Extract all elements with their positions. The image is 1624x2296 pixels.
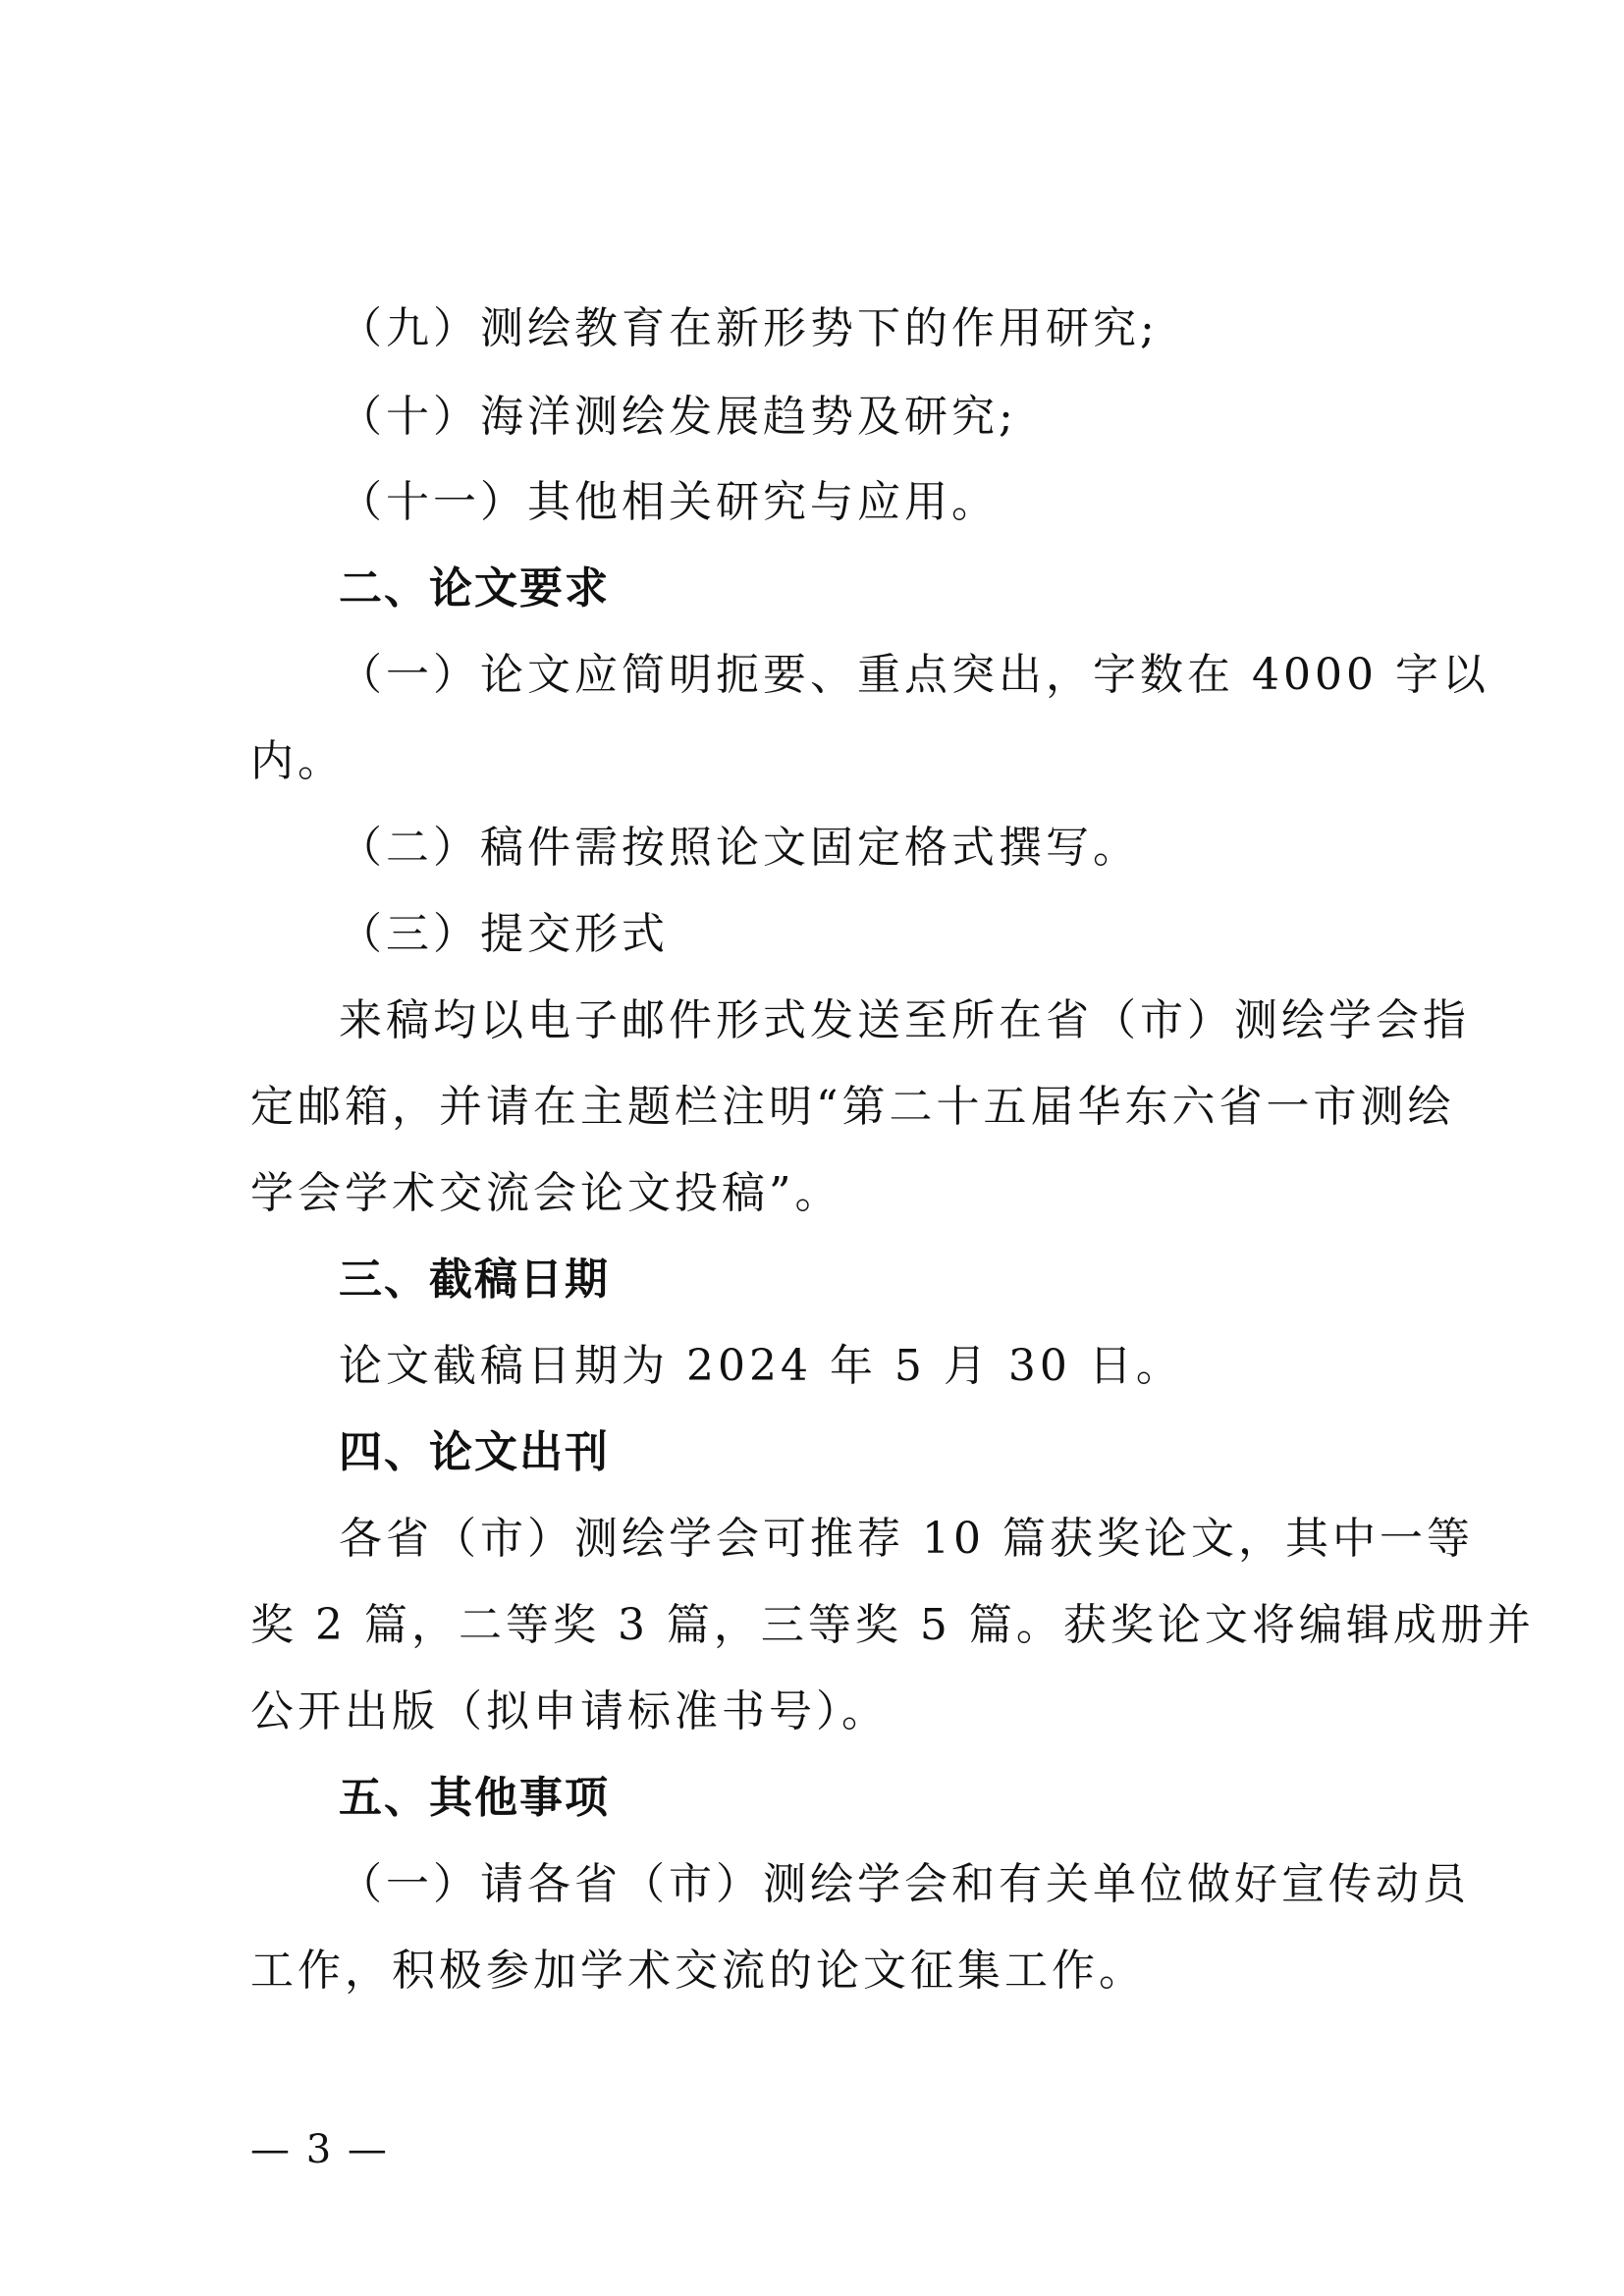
- topic-item-eleven: （十一）其他相关研究与应用。: [339, 477, 999, 527]
- section-heading-requirements: 二、论文要求: [339, 563, 610, 614]
- submission-line3: 学会学术交流会论文投稿”。: [250, 1168, 842, 1218]
- deadline-text: 论文截稿日期为 2024 年 5 月 30 日。: [339, 1341, 1183, 1391]
- topic-item-nine: （九）测绘教育在新形势下的作用研究;: [339, 303, 1159, 353]
- requirement-one-line2: 内。: [250, 736, 345, 786]
- publication-line2: 奖 2 篇，二等奖 3 篇，三等奖 5 篇。获奖论文将编辑成册并: [250, 1600, 1535, 1650]
- other-matters-line1: （一）请各省（市）测绘学会和有关单位做好宣传动员: [339, 1859, 1470, 1909]
- publication-line3: 公开出版（拟申请标准书号）。: [250, 1686, 889, 1736]
- publication-line1: 各省（市）测绘学会可推荐 10 篇获奖论文，其中一等: [339, 1514, 1474, 1564]
- requirement-one-line1: （一）论文应简明扼要、重点突出，字数在 4000 字以: [339, 650, 1489, 700]
- requirement-three-title: （三）提交形式: [339, 909, 669, 959]
- submission-line1: 来稿均以电子邮件形式发送至所在省（市）测绘学会指: [339, 995, 1470, 1045]
- section-heading-deadline: 三、截稿日期: [339, 1255, 610, 1305]
- section-heading-publication: 四、论文出刊: [339, 1427, 610, 1477]
- requirement-two: （二）稿件需按照论文固定格式撰写。: [339, 823, 1140, 873]
- topic-item-ten: （十）海洋测绘发展趋势及研究;: [339, 392, 1017, 442]
- section-heading-other-matters: 五、其他事项: [339, 1773, 610, 1823]
- submission-line2: 定邮箱，并请在主题栏注明“第二十五届华东六省一市测绘: [250, 1082, 1455, 1132]
- other-matters-line2: 工作，积极参加学术交流的论文征集工作。: [250, 1946, 1146, 1996]
- page-number: — 3 —: [250, 2127, 389, 2172]
